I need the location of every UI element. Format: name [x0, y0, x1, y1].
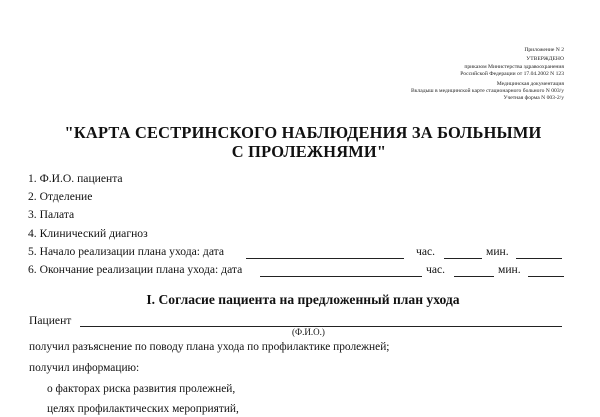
hour-label: час. — [416, 244, 436, 258]
consent-line-2: получил информацию: — [29, 362, 140, 374]
field-label: 1. Ф.И.О. пациента — [28, 172, 123, 185]
appendix-label: Приложение N 2 — [524, 47, 564, 53]
start-date-field[interactable] — [246, 258, 404, 259]
field-label: 2. Отделение — [28, 190, 93, 204]
title-line-2: С ПРОЛЕЖНЯМИ" — [231, 142, 387, 161]
approval-block — [304, 47, 564, 103]
minute-label: мин. — [498, 262, 521, 276]
field-label: 4. Клинический диагноз — [28, 226, 148, 240]
field-label: 5. Начало реализации плана ухода: дата — [28, 244, 225, 258]
end-hour-field[interactable] — [454, 276, 494, 277]
field-label: 6. Окончание реализации плана ухода: дата — [28, 262, 243, 276]
approved-label: УТВЕРЖДЕНО — [526, 56, 564, 63]
field-row-end — [28, 263, 588, 281]
field-row-department — [28, 190, 588, 208]
doc-type-label: Медицинская документация — [496, 80, 564, 87]
end-minute-field[interactable] — [528, 276, 564, 277]
form-number: Учетная форма N 003-2/у — [503, 95, 564, 102]
order-line-2: Российской Федерации от 17.04.2002 N 123 — [460, 71, 564, 78]
title-line-1: "КАРТА СЕСТРИНСКОГО НАБЛЮДЕНИЯ ЗА БОЛЬНЫМИ — [64, 123, 542, 142]
order-line-1: приказом Министерства здравоохранения — [464, 63, 564, 70]
minute-label: мин. — [486, 244, 509, 258]
field-row-start — [28, 245, 588, 263]
fio-caption: (Ф.И.О.) — [292, 327, 325, 337]
patient-fields — [28, 172, 588, 281]
section-title: I. Согласие пациента на предложенный план ухода — [146, 292, 460, 307]
field-label: 3. Палата — [28, 208, 75, 222]
document-title — [0, 123, 600, 161]
field-row-ward — [28, 208, 588, 226]
consent-line-1: получил разъяснение по поводу плана ухода по профилактике пролежней; — [29, 341, 390, 353]
hour-label: час. — [426, 262, 446, 276]
start-minute-field[interactable] — [516, 258, 562, 259]
end-date-field[interactable] — [260, 276, 422, 277]
insert-note: Вкладыш в медицинской карте стационарного больного N 003/у — [410, 88, 564, 95]
consent-line-4: целях профилактических мероприятий, — [47, 403, 239, 415]
patient-label: Пациент — [29, 314, 72, 327]
field-row-diagnosis — [28, 227, 588, 245]
field-row-fio — [28, 172, 588, 190]
consent-line-3: о факторах риска развития пролежней, — [47, 383, 236, 395]
start-hour-field[interactable] — [444, 258, 482, 259]
